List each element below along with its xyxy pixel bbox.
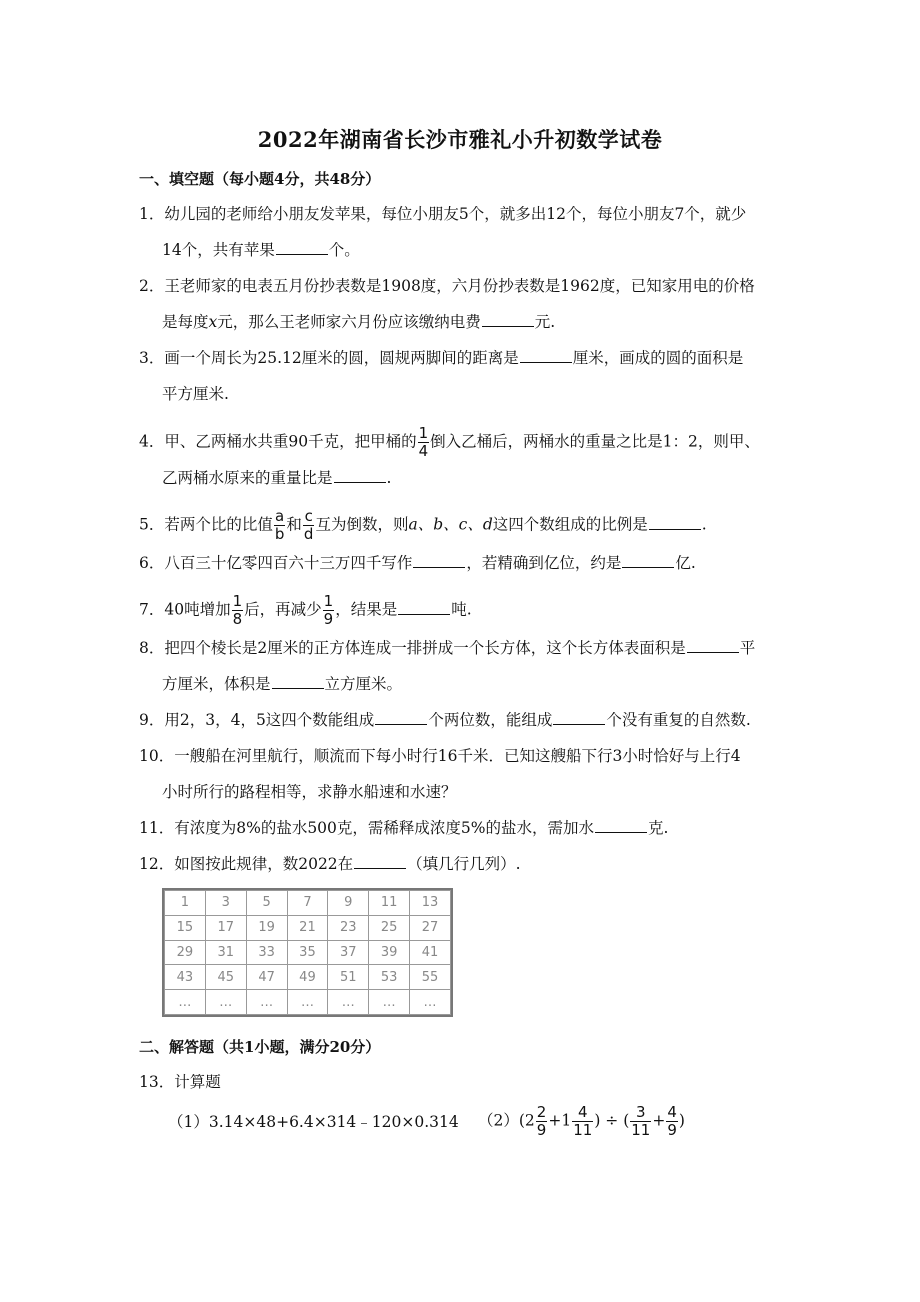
grid-cell: …: [205, 990, 246, 1015]
q7-fraction-1: [232, 593, 244, 628]
grid-cell: 37: [328, 940, 369, 965]
q4-fraction: [418, 425, 430, 460]
q5-fraction-2: [303, 508, 315, 543]
q5-text2: 互为倒数，则: [315, 515, 409, 534]
q9-line: [139, 710, 751, 730]
grid-cell: 29: [165, 940, 206, 965]
grid-cell: …: [165, 990, 206, 1015]
q13-label: 13．计算题: [139, 1073, 221, 1091]
q6-text1: 6．八百三十亿零四百六十三万四千写作: [139, 554, 413, 572]
q13-plus-2: +: [652, 1111, 666, 1130]
q12-line: [139, 854, 521, 874]
q8-text3: 方厘米，体积是: [162, 675, 271, 693]
grid-cell: …: [328, 990, 369, 1015]
q6-text2: ，若精确到亿位，约是: [466, 554, 622, 572]
q10-line1: 10．一艘船在河里航行，顺流而下每小时行16千米．已知这艘船下行3小时恰好与上行4: [139, 747, 741, 765]
grid-row: [165, 990, 451, 1015]
q2-text2: 元，那么王老师家六月份应该缴纳电费: [217, 313, 481, 331]
grid-cell: 33: [246, 940, 287, 965]
number-grid-table: [164, 890, 451, 1015]
exam-title: 2022年湖南省长沙市雅礼小升初数学试卷: [257, 127, 663, 152]
q4-frac-num: 1: [418, 424, 429, 442]
q13-f4-den: 9: [667, 1121, 677, 1139]
q13-m1-whole: 2: [524, 1111, 535, 1130]
q7-text2: 后，再减少: [244, 600, 322, 619]
grid-cell: 49: [287, 965, 328, 990]
q5-blank: [649, 515, 701, 530]
q9-text3: 个没有重复的自然数.: [606, 711, 751, 729]
q1-blank: [276, 240, 328, 255]
q7-fraction-2: [323, 593, 335, 628]
q3-text1: 3．画一个周长为25.12厘米的圆，圆规两脚间的距离是: [139, 349, 519, 367]
q13-m2-num: 4: [572, 1104, 593, 1122]
q5-vars: a、b、c、d: [408, 515, 493, 534]
q7-end: 吨.: [451, 600, 472, 619]
q13-f3-fraction: [630, 1104, 651, 1139]
q8-text2: 平: [739, 639, 756, 657]
q4-end: .: [386, 469, 392, 487]
q2-line2: [162, 312, 555, 332]
grid-cell: 43: [165, 965, 206, 990]
grid-cell: 11: [369, 891, 410, 916]
q4-frac-den: 4: [418, 442, 429, 460]
q13-m1-num: 2: [536, 1103, 547, 1121]
grid-cell: …: [246, 990, 287, 1015]
grid-cell: …: [369, 990, 410, 1015]
q13-m2-fraction: [572, 1104, 593, 1139]
q5-end: .: [701, 515, 707, 534]
q3-text2: 厘米，画成的圆的面积是: [572, 349, 744, 367]
q7-f2-num: 1: [323, 592, 334, 610]
q13-part2: [478, 1104, 685, 1139]
number-grid-figure: [162, 888, 453, 1017]
q4-line1: [139, 425, 760, 460]
q8-line1: [139, 638, 755, 658]
q7-text3: ，结果是: [335, 600, 398, 619]
q4-text1: 4．甲、乙两桶水共重90千克，把甲桶的: [139, 432, 417, 451]
q2-var: x: [208, 313, 218, 331]
q2-text1: 是每度: [162, 313, 209, 331]
grid-cell: 25: [369, 915, 410, 940]
grid-row: [165, 940, 451, 965]
q7-line: [139, 593, 472, 628]
q11-end: 克.: [648, 819, 669, 837]
q12-text1: 12．如图按此规律，数2022在: [139, 855, 354, 873]
q5-and: 和: [286, 515, 302, 534]
q7-f2-den: 9: [323, 610, 334, 628]
q3-blank: [520, 348, 572, 363]
grid-cell: 27: [410, 915, 451, 940]
q8-text1: 8．把四个棱长是2厘米的正方体连成一排拼成一个长方体，这个长方体表面积是: [139, 639, 686, 657]
q8-line2: [162, 674, 402, 694]
q9-text1: 9．用2，3，4，5这四个数能组成: [139, 711, 375, 729]
q5-f1-den: b: [274, 525, 285, 543]
q4-text2: 倒入乙桶后，两桶水的重量之比是1：2，则甲、: [430, 432, 760, 451]
q4-blank: [334, 468, 386, 483]
grid-cell: 35: [287, 940, 328, 965]
q6-blank-1: [413, 553, 465, 568]
grid-cell: 55: [410, 965, 451, 990]
grid-cell: 15: [165, 915, 206, 940]
grid-cell: 51: [328, 965, 369, 990]
q10-line2: 小时所行的路程相等，求静水船速和水速？: [162, 783, 457, 801]
section-2-heading: 二、解答题（共1小题，满分20分）: [139, 1038, 381, 1056]
grid-cell: 39: [369, 940, 410, 965]
q13-f3-num: 3: [630, 1104, 651, 1122]
q12-blank: [354, 854, 406, 869]
q2-blank: [482, 312, 534, 327]
q1-text: 14个，共有苹果: [162, 241, 275, 259]
q8-blank-2: [272, 674, 324, 689]
grid-cell: 17: [205, 915, 246, 940]
q13-plus-1: +: [548, 1111, 562, 1130]
q5-text1: 5．若两个比的比值: [139, 515, 273, 534]
q4-line2: [162, 468, 391, 488]
q4-text3: 乙两桶水原来的重量比是: [162, 469, 333, 487]
q13-m2-den: 11: [573, 1121, 593, 1139]
grid-cell: 31: [205, 940, 246, 965]
q13-f4-fraction: [666, 1104, 678, 1139]
q3-line2: 平方厘米.: [162, 385, 229, 403]
q1-line1: 1．幼儿园的老师给小朋友发苹果，每位小朋友5个，就多出12个，每位小朋友7个，就少: [139, 205, 747, 223]
q13-p2-open: （2）(: [478, 1111, 525, 1130]
q6-text3: 亿.: [675, 554, 696, 572]
grid-cell: …: [410, 990, 451, 1015]
grid-cell: 1: [165, 891, 206, 916]
q13-close: ): [678, 1111, 685, 1130]
q8-blank-1: [687, 638, 739, 653]
q5-text3: 这四个数组成的比例是: [492, 515, 648, 534]
q8-text4: 立方厘米。: [324, 675, 403, 693]
q5-line: [139, 508, 707, 543]
q1-line2: [162, 240, 360, 260]
q6-blank-2: [622, 553, 674, 568]
q11-text1: 11．有浓度为8%的盐水500克，需稀释成浓度5%的盐水，需加水: [139, 819, 594, 837]
q3-line1: [139, 348, 743, 368]
grid-cell: 47: [246, 965, 287, 990]
q13-m1-den: 9: [536, 1121, 547, 1139]
grid-cell: 19: [246, 915, 287, 940]
grid-row: [165, 891, 451, 916]
q1-end: 个。: [328, 241, 360, 259]
q5-f2-den: d: [303, 525, 314, 543]
q13-part1: （1）3.14×48+6.4×314﹣120×0.314: [168, 1113, 459, 1131]
q6-line: [139, 553, 696, 573]
q13-f3-den: 11: [631, 1121, 651, 1139]
q9-blank-1: [375, 710, 427, 725]
grid-row: [165, 915, 451, 940]
q7-text1: 7．40吨增加: [139, 600, 231, 619]
grid-cell: 41: [410, 940, 451, 965]
q12-end: （填几行几列）.: [407, 855, 521, 873]
grid-cell: 5: [246, 891, 287, 916]
q9-text2: 个两位数，能组成: [428, 711, 553, 729]
grid-cell: 53: [369, 965, 410, 990]
q9-blank-2: [553, 710, 605, 725]
grid-cell: 3: [205, 891, 246, 916]
section-1-heading: 一、填空题（每小题4分，共48分）: [139, 170, 381, 188]
grid-row: [165, 965, 451, 990]
q7-blank: [398, 600, 450, 615]
grid-cell: 7: [287, 891, 328, 916]
q13-m2-whole: 1: [561, 1111, 572, 1130]
q2-line1: 2．王老师家的电表五月份抄表数是1908度，六月份抄表数是1962度，已知家用电的价格: [139, 277, 755, 295]
q13-m1-fraction: [536, 1104, 548, 1139]
grid-cell: 13: [410, 891, 451, 916]
q13-divide: ) ÷ (: [594, 1111, 630, 1130]
grid-cell: 23: [328, 915, 369, 940]
grid-cell: 45: [205, 965, 246, 990]
q11-line: [139, 818, 668, 838]
grid-cell: 9: [328, 891, 369, 916]
q7-f1-num: 1: [232, 592, 243, 610]
grid-cell: …: [287, 990, 328, 1015]
q5-f2-num: c: [304, 507, 313, 525]
q7-f1-den: 8: [232, 610, 243, 628]
q5-f1-num: a: [275, 507, 285, 525]
grid-cell: 21: [287, 915, 328, 940]
q2-end: 元.: [534, 313, 556, 331]
q13-f4-num: 4: [667, 1103, 677, 1121]
q11-blank: [595, 818, 647, 833]
q5-fraction-1: [274, 508, 286, 543]
